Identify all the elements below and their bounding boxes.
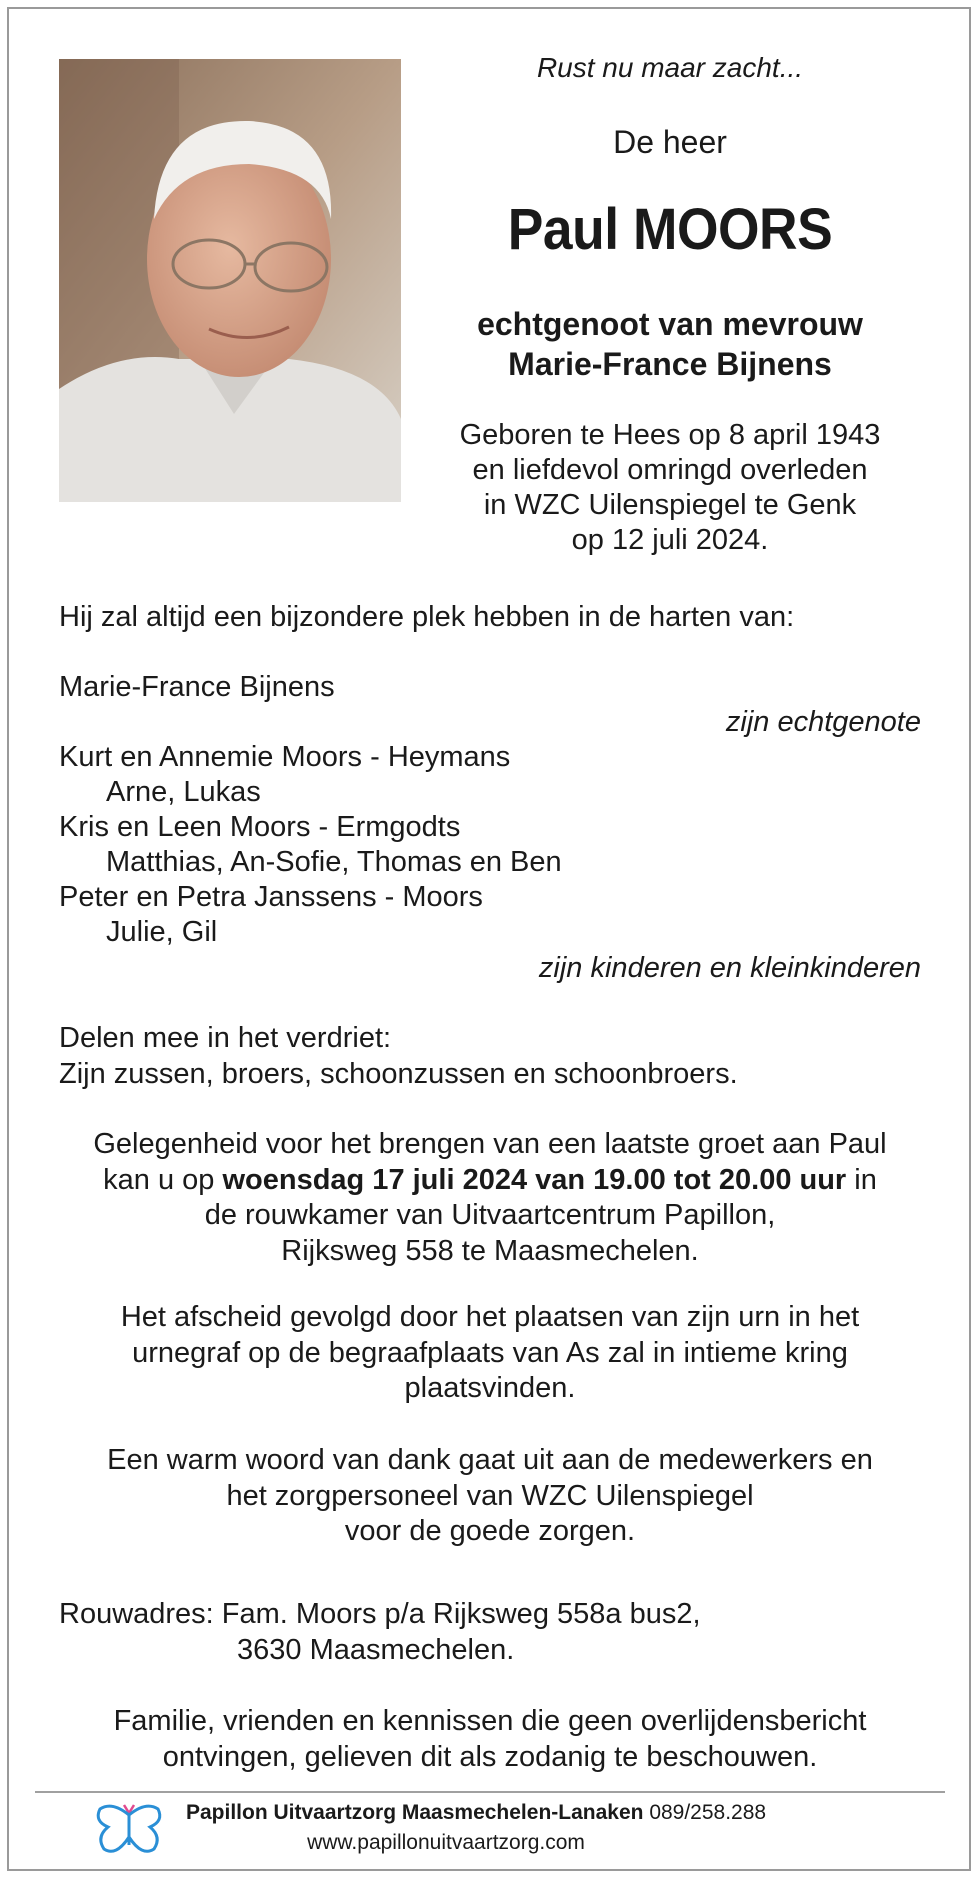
share-intro: Delen mee in het verdriet: bbox=[59, 1022, 392, 1054]
company-phone: 089/258.288 bbox=[649, 1801, 767, 1824]
thanks-text bbox=[40, 1443, 940, 1550]
children-role: zijn kinderen en kleinkinderen bbox=[538, 952, 921, 984]
company-name: Papillon Uitvaartzorg Maasmechelen-Lanaken bbox=[186, 1801, 644, 1824]
share-relatives: Zijn zussen, broers, schoonzussen en schoonbroers. bbox=[59, 1058, 738, 1090]
farewell-line: Het afscheid gevolgd door het plaatsen van zijn urn in het bbox=[120, 1301, 860, 1333]
company-website[interactable]: www.papillonuitvaartzorg.com bbox=[307, 1831, 585, 1854]
family-intro: Hij zal altijd een bijzondere plek hebben in de harten van: bbox=[59, 601, 795, 633]
butterfly-logo-icon bbox=[94, 1797, 164, 1859]
life-line: en liefdevol omringd overleden bbox=[472, 454, 868, 486]
life-dates bbox=[430, 418, 910, 558]
grandchildren: Matthias, An-Sofie, Thomas en Ben bbox=[106, 846, 562, 878]
footer-divider bbox=[35, 1791, 945, 1793]
thanks-line: het zorgpersoneel van WZC Uilenspiegel bbox=[226, 1479, 754, 1512]
address-line-1: Rouwadres: Fam. Moors p/a Rijksweg 558a bus2, bbox=[59, 1598, 701, 1630]
visitation-post: in bbox=[846, 1163, 877, 1196]
notice-text bbox=[40, 1704, 940, 1775]
motto: Rust nu maar zacht... bbox=[536, 52, 804, 83]
visitation-line bbox=[40, 1163, 940, 1199]
visitation-text bbox=[40, 1127, 940, 1269]
life-line: Geboren te Hees op 8 april 1943 bbox=[459, 419, 881, 451]
thanks-line: Een warm woord van dank gaat uit aan de medewerkers en bbox=[107, 1444, 873, 1476]
visitation-line: Rijksweg 558 te Maasmechelen. bbox=[281, 1234, 699, 1267]
spouse-role: zijn echtgenote bbox=[725, 706, 921, 738]
portrait-photo bbox=[59, 59, 401, 502]
grandchildren: Julie, Gil bbox=[106, 916, 218, 948]
visitation-line: Gelegenheid voor het brengen van een laatste groet aan Paul bbox=[93, 1128, 887, 1160]
spouse-line-1: echtgenoot van mevrouw bbox=[477, 306, 863, 342]
visitation-pre: kan u op bbox=[103, 1163, 223, 1196]
child-parents: Kris en Leen Moors - Ermgodts bbox=[59, 811, 461, 843]
child-parents: Peter en Petra Janssens - Moors bbox=[59, 881, 483, 913]
farewell-line: plaatsvinden. bbox=[404, 1372, 576, 1404]
visitation-line: de rouwkamer van Uitvaartcentrum Papillon, bbox=[204, 1199, 776, 1231]
honorific: De heer bbox=[613, 124, 727, 160]
spouse-line-2: Marie-France Bijnens bbox=[508, 346, 832, 382]
life-line: in WZC Uilenspiegel te Genk bbox=[483, 489, 857, 521]
farewell-text bbox=[40, 1300, 940, 1407]
visitation-datetime: woensdag 17 juli 2024 van 19.00 tot 20.00 uur bbox=[222, 1163, 847, 1196]
deceased-name: Paul MOORS bbox=[507, 197, 833, 262]
spouse-name: Marie-France Bijnens bbox=[59, 671, 335, 703]
child-parents: Kurt en Annemie Moors - Heymans bbox=[59, 741, 511, 773]
address-line-2: 3630 Maasmechelen. bbox=[237, 1634, 515, 1666]
life-line: op 12 juli 2024. bbox=[571, 524, 769, 556]
farewell-line: urnegraf op de begraafplaats van As zal in intieme kring bbox=[132, 1336, 848, 1369]
notice-line: ontvingen, gelieven dit als zodanig te beschouwen. bbox=[162, 1740, 818, 1773]
footer-company-line bbox=[186, 1801, 766, 1825]
grandchildren: Arne, Lukas bbox=[106, 776, 261, 808]
thanks-line: voor de goede zorgen. bbox=[344, 1515, 636, 1547]
notice-line: Familie, vrienden en kennissen die geen overlijdensbericht bbox=[113, 1705, 867, 1737]
